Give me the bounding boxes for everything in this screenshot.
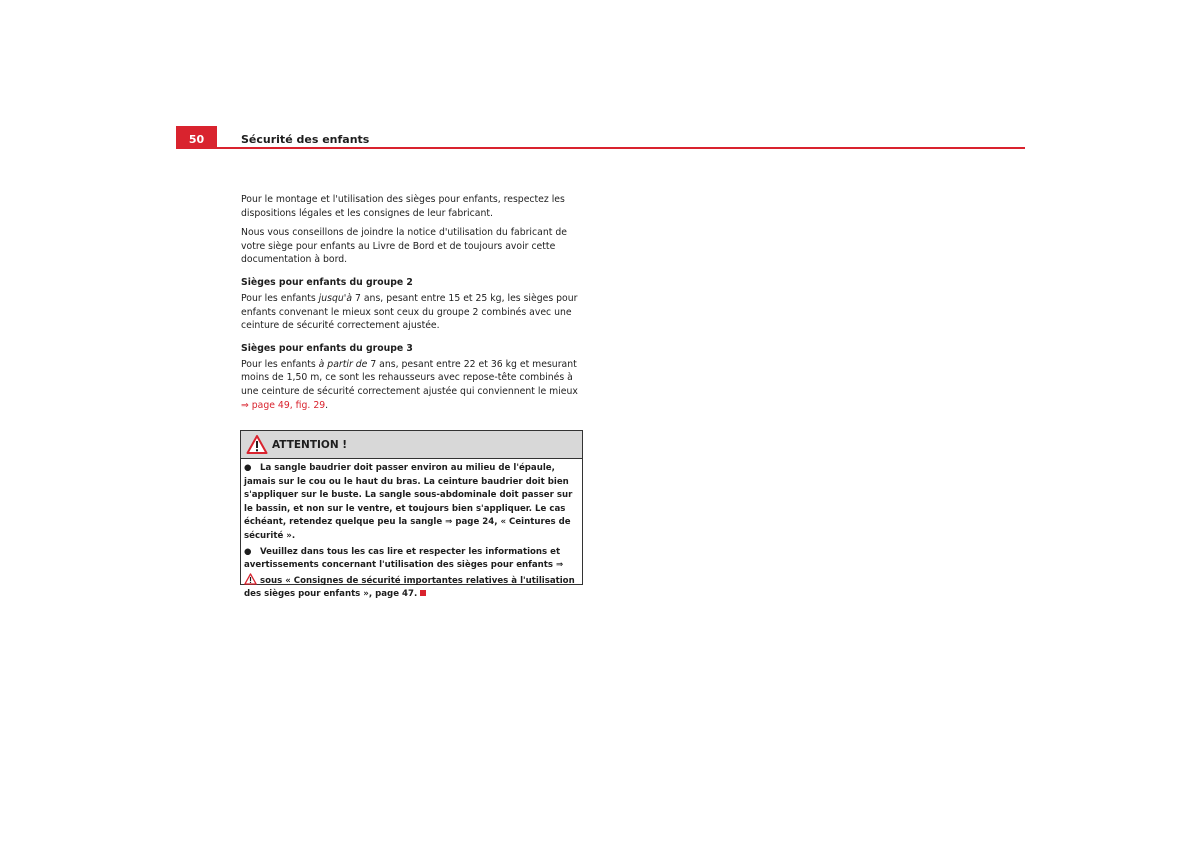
group3-paragraph: Pour les enfants à partir de 7 ans, pesant entre 22 et 36 kg et mesurant moins de 1,50 m, ce sont les rehausseurs avec repose-tête combinés à une ceinture de sécurité correctement ajustée qui conviennent le mieux ⇒ page 49, fig. 29. <box>241 358 578 411</box>
group3-heading: Sièges pour enfants du groupe 3 <box>241 342 413 354</box>
warning-item: ● La sangle baudrier doit passer environ au milieu de l'épaule, jamais sur le cou ou le haut du bras. La ceinture baudrier doit bien s'appliquer sur le buste. La sangle sous-abdominale doit passer sur le bassin, et non sur le ventre, et toujours bien s'appliquer. Le cas échéant, retendez quelque peu la sangle ⇒ page 24, « Ceintures de sécurité ». <box>244 463 573 541</box>
warning-triangle-icon <box>244 573 257 585</box>
main-content <box>241 193 585 418</box>
warning-item: ● Veuillez dans tous les cas lire et respecter les informations et avertissements concernant l'utilisation des sièges pour enfants ⇒ sous « Consignes de sécurité importantes relatives à l'utilisation des sièges pour enfants », page 47. <box>244 546 575 600</box>
page-number-box: 50 <box>176 126 217 149</box>
warning-box <box>240 430 583 600</box>
warning-title: ATTENTION ! <box>272 439 348 451</box>
advice-paragraph: Nous vous conseillons de joindre la notice d'utilisation du fabricant de votre siège pour enfants au Livre de Bord et de toujours avoir cette documentation à bord. <box>241 227 567 266</box>
group2-heading: Sièges pour enfants du groupe 2 <box>241 276 413 288</box>
page-49-link[interactable]: ⇒ page 49, fig. 29 <box>241 399 326 411</box>
end-square-icon <box>420 590 426 596</box>
header-rule <box>217 147 1025 149</box>
intro-paragraph: Pour le montage et l'utilisation des sièges pour enfants, respectez les dispositions légales et les consignes de leur fabricant. <box>241 194 565 219</box>
warning-triangle-icon <box>246 434 268 455</box>
group2-paragraph: Pour les enfants jusqu'à 7 ans, pesant entre 15 et 25 kg, les sièges pour enfants convenant le mieux sont ceux du groupe 2 combinés avec une ceinture de sécurité correctement ajustée. <box>241 292 578 332</box>
page-title: Sécurité des enfants <box>241 133 370 146</box>
warning-body <box>241 459 582 602</box>
warning-header <box>241 431 582 459</box>
